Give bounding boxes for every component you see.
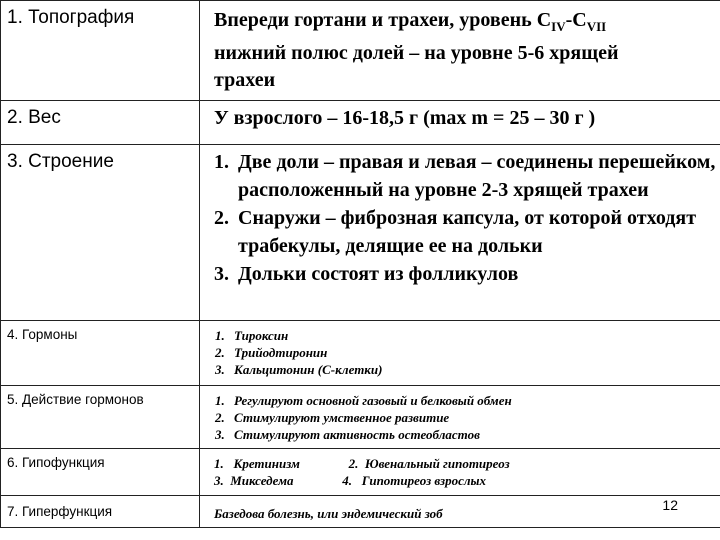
hypofunction-line-2: 3. Микседема 4. Гипотиреоз взрослых — [214, 473, 487, 488]
table-row-topography — [1, 1, 720, 101]
row-value-hormone-action — [200, 386, 720, 449]
topography-line-1: Впереди гортани и трахеи, уровень $C_{IV}-C_{VII}$ — [214, 9, 607, 34]
list-item: 3. Дольки состоят из фолликулов — [234, 260, 720, 288]
list-item: 3. Стимулируют активность остеобластов — [228, 426, 720, 443]
list-item: 1. Тироксин — [228, 327, 720, 344]
row-value-hormones — [200, 321, 720, 386]
table-row-weight — [1, 101, 720, 145]
row-value-weight: У взрослого – 16-18,5 г (max m = 25 – 30 г ) — [200, 101, 720, 145]
structure-list — [200, 148, 720, 288]
table-row-hypofunction — [1, 449, 720, 496]
row-label-structure: 3. Строение — [1, 145, 200, 321]
topography-line-3: трахеи — [214, 69, 276, 91]
row-label-hormone-action: 5. Действие гормонов — [1, 386, 200, 449]
row-label-hyperfunction: 7. Гиперфункция — [1, 496, 200, 528]
hormones-list — [200, 327, 720, 378]
list-item: 1. Регулируют основной газовый и белковый обмен — [228, 392, 720, 409]
row-value-hyperfunction: Базедова болезнь, или эндемический зоб — [200, 496, 720, 528]
list-item: 2. Снаружи – фиброзная капсула, от которой отходят трабекулы, делящие ее на дольки — [234, 204, 720, 260]
list-item: 1. Две доли – правая и левая – соединены перешейком, расположенный на уровне 2-3 хрящей трахеи — [234, 148, 720, 204]
topography-line-2: нижний полюс долей – на уровне 5-6 хрящей — [214, 42, 619, 64]
row-value-structure — [200, 145, 720, 321]
table-row-hormones — [1, 321, 720, 386]
row-value-topography — [200, 1, 720, 101]
page-number: 12 — [662, 497, 678, 513]
row-label-topography: 1. Топография — [1, 1, 200, 101]
table-row-hyperfunction — [1, 496, 720, 528]
table-row-hormone-action — [1, 386, 720, 449]
hormone-action-list — [200, 392, 720, 443]
hypofunction-line-1: 1. Кретинизм 2. Ювенальный гипотиреоз — [214, 456, 510, 471]
list-item: 3. Кальцитонин (С-клетки) — [228, 361, 720, 378]
row-label-hormones: 4. Гормоны — [1, 321, 200, 386]
list-item: 2. Трийодтиронин — [228, 344, 720, 361]
row-label-hypofunction: 6. Гипофункция — [1, 449, 200, 496]
row-label-weight: 2. Вес — [1, 101, 200, 145]
row-value-hypofunction — [200, 449, 720, 496]
table-row-structure — [1, 145, 720, 321]
list-item: 2. Стимулируют умственное развитие — [228, 409, 720, 426]
